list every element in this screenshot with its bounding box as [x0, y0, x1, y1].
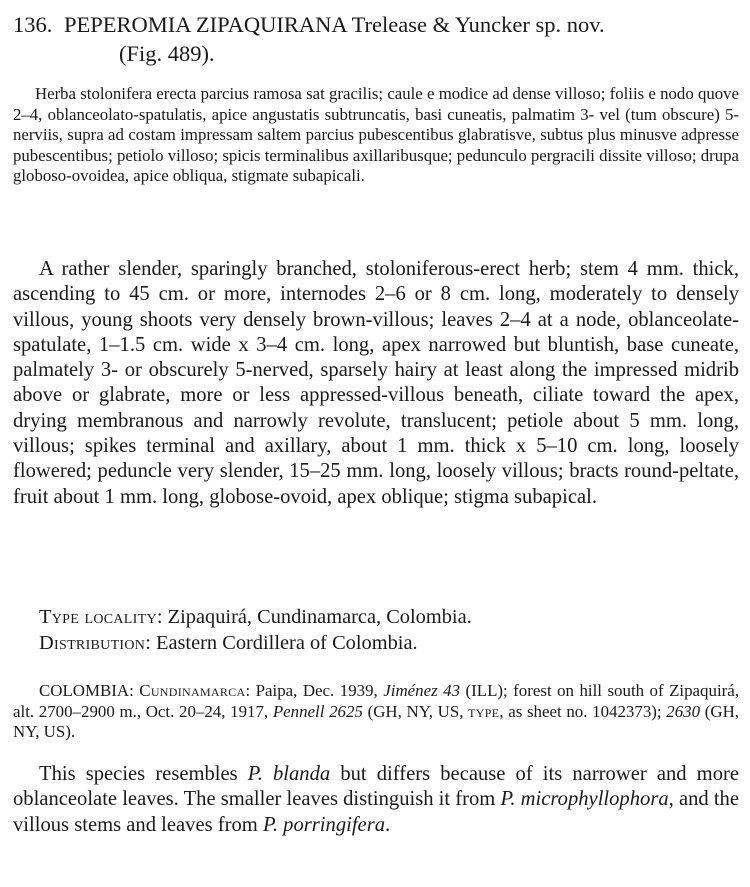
note-text-4: .: [385, 813, 391, 836]
note-text-1: This species resembles: [39, 763, 238, 785]
species-ref-blanda: P. blanda: [247, 763, 331, 785]
species-number: 136.: [13, 12, 53, 37]
note-text-3: , and the villous stems and leaves from: [13, 788, 739, 836]
specimens-text: COLOMBIA: Cundinamarca: Paipa, Dec. 1939, Jiménez 43 (ILL); forest on hill south of Zipaquirá, alt. 2700–2900 m., Oct. 20–24, 1917, Pennell 2625 (GH, NY, US, type, as sheet no. 1042373); 2630 (GH, NY, US).: [13, 681, 739, 741]
note-text-2: but differs because of its narrower and more oblanceolate leaves. The smaller leaves distinguish it from: [13, 763, 739, 811]
collector-pennell: Pennell 2625: [272, 701, 363, 721]
specimen-locality-1: Paipa, Dec. 1939,: [255, 681, 378, 700]
species-authors: Trelease & Yuncker sp. nov.: [351, 12, 605, 37]
type-locality-label: Type locality: [39, 606, 157, 628]
specimen-country: COLOMBIA: [39, 681, 130, 700]
species-name: PEPEROMIA ZIPAQUIRANA: [64, 12, 347, 37]
english-description: [13, 257, 739, 510]
specimen-herbaria-2: (GH, NY, US).: [13, 701, 739, 741]
collection-number-2630: 2630: [666, 701, 701, 721]
discussion-note: [13, 762, 739, 838]
specimen-locality-2: (ILL); forest on hill south of Zipaquirá, alt. 2700–2900 m., Oct. 20–24, 1917,: [13, 681, 739, 721]
species-ref-microphyllophora: P. microphyllophora: [500, 788, 669, 811]
latin-diagnosis: [13, 84, 739, 187]
collector-jimenez: Jiménez 43: [383, 681, 461, 700]
species-heading: [13, 10, 740, 68]
specimen-department: Cundinamarca: [139, 681, 246, 700]
type-locality: Type locality: Zipaquirá, Cundinamarca, Colombia.: [39, 606, 472, 628]
distribution-label: Distribution: [39, 632, 146, 654]
type-designation: type: [468, 701, 500, 721]
specimen-herbaria-1: (GH, NY, US,: [367, 701, 464, 721]
species-ref-porringifera: P. porringifera: [262, 813, 386, 836]
type-locality-value: Zipaquirá, Cundinamarca, Colombia.: [167, 606, 472, 628]
description-text: A rather slender, sparingly branched, stoloniferous-erect herb; stem 4 mm. thick, ascending to 45 cm. or more, internodes 2–6 or 8 cm. long, moderately to densely villous, young shoots very densely brown-villous; leaves 2–4 at a node, oblanceolate-spatulate, 1–1.5 cm. wide x 3–4 cm. long, apex narrowed but bluntish, base cuneate, palmately 3- or obscurely 5-nerved, sparsely hairy at least along the impressed midrib above or glabrate, more or less appressed-villous beneath, ciliate toward the apex, drying membranous and narrowly revolute, translucent; petiole about 5 mm. long, villous; spikes terminal and axillary, about 1 mm. thick x 5–10 cm. long, loosely flowered; peduncle very slender, 15–25 mm. long, loosely villous; bracts round-peltate, fruit about 1 mm. long, globose-ovoid, apex oblique; stigma subapical.: [13, 258, 739, 508]
distribution: Distribution: Eastern Cordillera of Colombia.: [39, 632, 418, 654]
specimen-sheet-number: , as sheet no. 1042373);: [499, 701, 662, 721]
distribution-value: Eastern Cordillera of Colombia.: [155, 632, 418, 654]
discussion-text: [13, 762, 739, 838]
specimens-cited: [13, 681, 739, 743]
figure-reference: (Fig. 489).: [119, 41, 215, 66]
latin-diagnosis-text: Herba stolonifera erecta parcius ramosa sat gracilis; caule e modice ad dense villoso; foliis e nodo quove 2–4, oblanceolato-spatulatis, apice angustatis subtruncatis, basi cuneatis, palmatim 3- vel (tum obscure) 5-nerviis, supra ad costam impressam saltem parcius pubescentibus glabratisve, subtus plus minusve adpresse pubescentibus; petiolo villoso; spicis terminalibus axillaribusque; pedunculo pergracili dissite villoso; drupa globoso-ovoidea, apice obliqua, stigmate subapicali.: [13, 84, 739, 186]
